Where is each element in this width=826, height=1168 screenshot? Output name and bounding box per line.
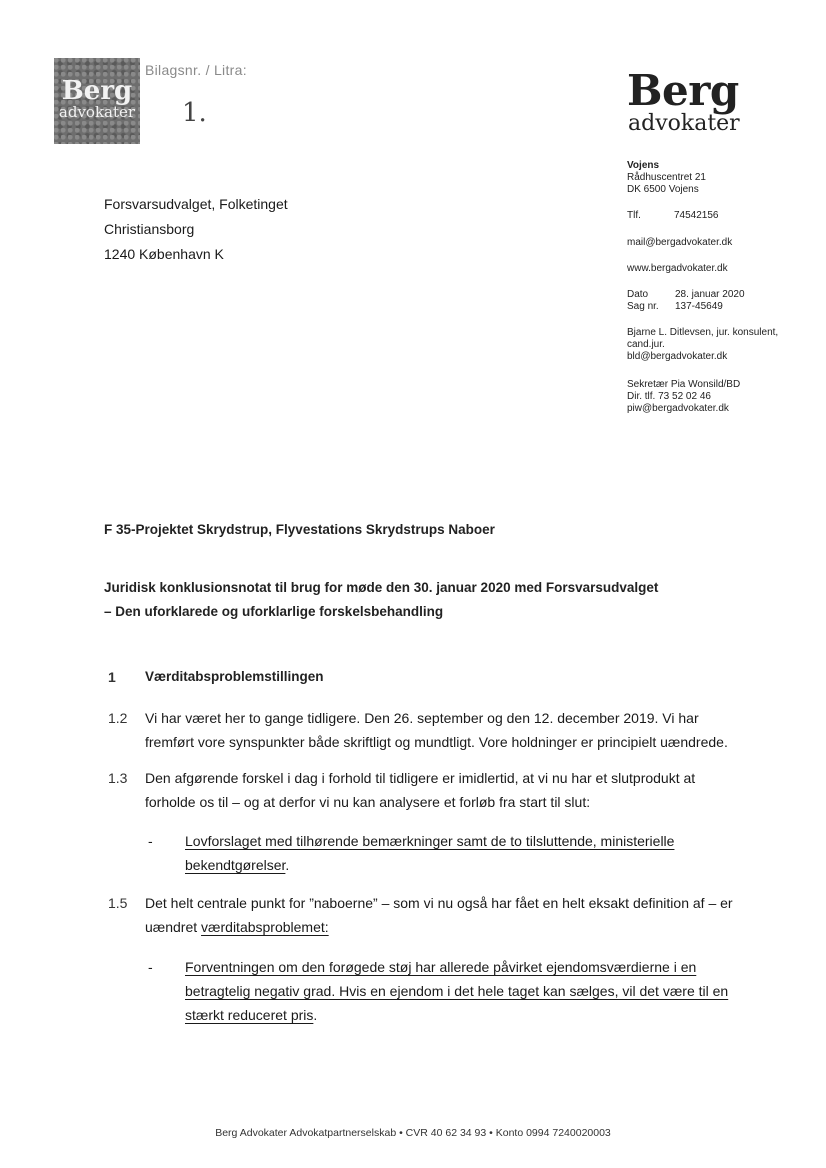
section-title: Værditabsproblemstillingen bbox=[145, 669, 324, 684]
lawyer-title: cand.jur. bbox=[627, 339, 665, 350]
page-footer: Berg Advokater Advokatpartnerselskab • CVR 40 62 34 93 • Konto 0994 7240020003 bbox=[215, 1127, 611, 1139]
secretary-block bbox=[627, 379, 740, 415]
recipient-line-2: Christiansborg bbox=[104, 221, 195, 237]
recipient-line-1: Forsvarsudvalget, Folketinget bbox=[104, 196, 288, 212]
office-mail: mail@bergadvokater.dk bbox=[627, 237, 733, 248]
paragraph-1-3-line-1: Den afgørende forskel i dag i forhold til tidligere er imidlertid, at vi nu har et slutprodukt at bbox=[145, 770, 696, 786]
section-number: 1 bbox=[108, 669, 116, 685]
phone-value: 74542156 bbox=[674, 210, 719, 221]
bullet-1-5-line-2: betragtelig negativ grad. Hvis en ejendom i det hele taget kan sælges, vil det være til en bbox=[185, 983, 729, 999]
paragraph-1-2-line-1: Vi har været her to gange tidligere. Den 26. september og den 12. december 2019. Vi har bbox=[145, 710, 699, 726]
title-line-1: Juridisk konklusionsnotat til brug for møde den 30. januar 2020 med Forsvarsudvalget bbox=[104, 580, 659, 595]
paragraph-1-5-line-2b: værditabsproblemet: bbox=[201, 919, 329, 935]
bullet-1-3-line-1: Lovforslaget med tilhørende bemærkninger samt de to tilsluttende, ministerielle bbox=[185, 833, 675, 849]
paragraph-1-5 bbox=[145, 891, 745, 939]
subject-heading: F 35-Projektet Skrydstrup, Flyvestations Skrydstrups Naboer bbox=[104, 522, 495, 537]
office-phone bbox=[627, 210, 719, 222]
paragraph-1-3-line-2: forholde os til – og at derfor vi nu kan analysere et forløb fra start til slut: bbox=[145, 794, 591, 810]
date-label: Dato bbox=[627, 289, 649, 300]
bullet-1-3 bbox=[185, 829, 745, 877]
bullet-1-5 bbox=[185, 955, 745, 1027]
paragraph-number-1-2: 1.2 bbox=[108, 710, 128, 726]
secretary-mail: piw@bergadvokater.dk bbox=[627, 403, 729, 414]
office-web: www.bergadvokater.dk bbox=[627, 263, 728, 274]
brand-logo-sub: advokater bbox=[628, 111, 740, 136]
paragraph-1-3 bbox=[145, 766, 745, 814]
office-street: Rådhuscentret 21 bbox=[627, 172, 706, 183]
paragraph-1-2-line-2: fremført vore synspunkter både skriftligt og mundtligt. Vore holdninger er principielt uændrede. bbox=[145, 734, 728, 750]
stamp-logo-text: Berg bbox=[61, 76, 133, 106]
paragraph-number-1-5: 1.5 bbox=[108, 895, 128, 911]
office-address bbox=[627, 160, 706, 196]
bilag-stamp bbox=[54, 58, 140, 144]
title-line-2: – Den uforklarede og uforklarlige forskelsbehandling bbox=[104, 604, 444, 619]
paragraph-number-1-3: 1.3 bbox=[108, 770, 128, 786]
date-case-block bbox=[627, 289, 745, 313]
bullet-1-5-end: . bbox=[313, 1007, 318, 1023]
stamp-logo-sub: advokater bbox=[58, 103, 136, 121]
office-city: Vojens bbox=[627, 160, 660, 171]
bullet-1-5-line-3: stærkt reduceret pris bbox=[185, 1007, 314, 1023]
case-value: 137-45649 bbox=[675, 301, 723, 312]
stamp-handwritten-mark: 1. bbox=[182, 98, 207, 128]
bullet-1-3-end: . bbox=[285, 857, 290, 873]
date-value: 28. januar 2020 bbox=[675, 289, 745, 300]
lawyer-name: Bjarne L. Ditlevsen, jur. konsulent, bbox=[627, 327, 779, 338]
bullet-1-3-line-2: bekendtgørelser bbox=[185, 857, 286, 873]
office-postal: DK 6500 Vojens bbox=[627, 184, 699, 195]
phone-label: Tlf. bbox=[627, 210, 641, 221]
bullet-1-5-line-1: Forventningen om den forøgede støj har allerede påvirket ejendomsværdierne i en bbox=[185, 959, 697, 975]
case-label: Sag nr. bbox=[627, 301, 659, 312]
bullet-dash-1: - bbox=[148, 833, 153, 849]
secretary-phone: Dir. tlf. 73 52 02 46 bbox=[627, 391, 711, 402]
paragraph-1-5-line-2a: uændret bbox=[145, 919, 202, 935]
lawyer-mail: bld@bergadvokater.dk bbox=[627, 351, 728, 362]
secretary-name: Sekretær Pia Wonsild/BD bbox=[627, 379, 741, 390]
lawyer-block bbox=[627, 327, 778, 363]
paragraph-1-2 bbox=[145, 706, 745, 754]
recipient-line-3: 1240 København K bbox=[104, 246, 224, 262]
bullet-dash-2: - bbox=[148, 959, 153, 975]
stamp-label: Bilagsnr. / Litra: bbox=[145, 62, 247, 78]
paragraph-1-5-line-1: Det helt centrale punkt for ”naboerne” – som vi nu også har fået en helt eksakt definition af – er bbox=[145, 895, 733, 911]
brand-logo: Berg bbox=[627, 66, 739, 115]
